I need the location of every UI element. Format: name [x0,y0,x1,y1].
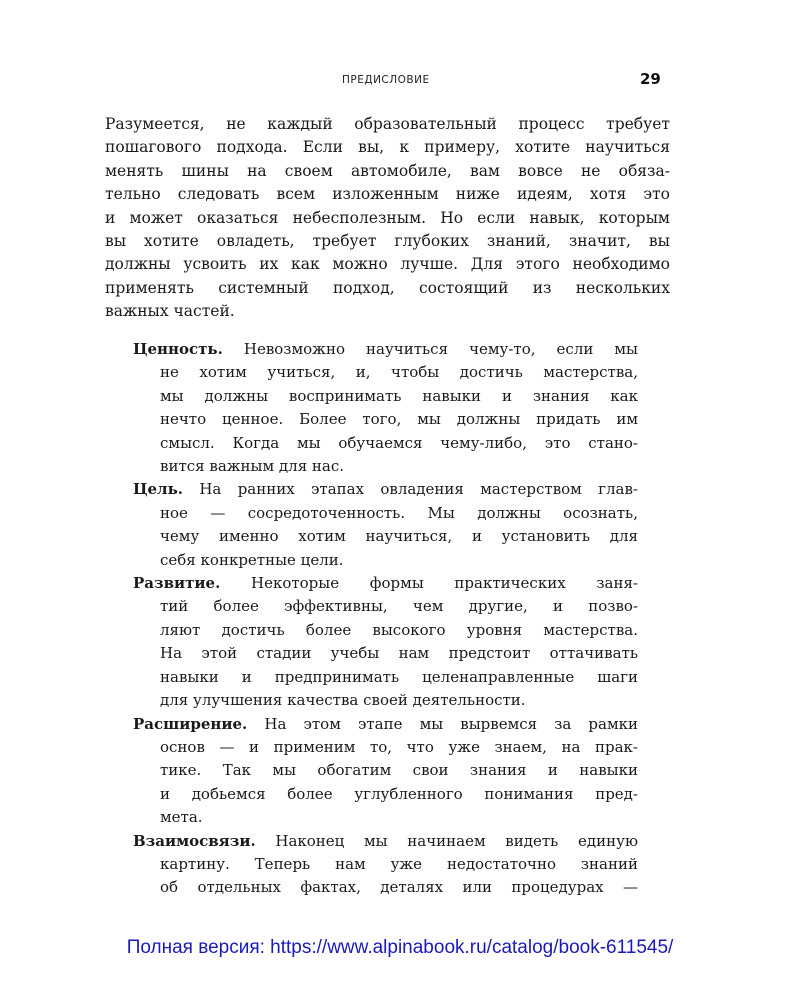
definition-line: вится важным для нас. [160,457,345,476]
definition-line: себя конкретные цели. [160,550,344,569]
definition-line: ное — сосредоточенность. Мы должны осознать, [160,503,638,522]
full-version-link[interactable]: Полная версия: https://www.alpinabook.ru/catalog/book-611545/ [126,937,674,958]
definition-text: Некоторые формы практических заня- [220,574,638,593]
definition-text: Наконец мы начинаем видеть единую [255,831,638,850]
running-head: ПРЕДИСЛОВИЕ [342,74,430,86]
definition-text: Невозможно научиться чему-то, если мы [222,340,638,358]
definition-first-line [133,830,638,853]
definition-line: тий более эффективны, чем другие, и позво- [160,597,638,616]
intro-line: пошагового подхода. Если вы, к примеру, хотите научиться [105,138,670,157]
definition-text: На этом этапе мы вырвемся за рамки [247,714,638,733]
definition-term: Цель. [133,480,184,499]
definition-line: тике. Так мы обогатим свои знания и навыки [160,761,638,780]
intro-line: должны усвоить их как можно лучше. Для этого необходимо [105,255,670,274]
definition-development [133,572,638,712]
intro-line: и может оказаться небесполезным. Но если навык, которым [105,208,670,227]
definition-text: На ранних этапах овладения мастерством глав- [183,480,638,499]
definition-goal [133,478,638,572]
definition-first-line [133,713,638,736]
intro-paragraph [105,113,670,324]
definition-value [133,338,638,478]
definition-line: и добьемся более углубленного понимания пред- [160,784,638,803]
page-number: 29 [640,70,661,88]
definition-line: нечто ценное. Более того, мы должны придать им [160,410,638,429]
definition-list [133,338,638,900]
intro-line: вы хотите овладеть, требует глубоких знаний, значит, вы [105,232,670,251]
definition-first-line [133,572,638,595]
definition-term: Развитие. [133,574,221,593]
definition-first-line [133,478,638,501]
definition-line: об отдельных фактах, деталях или процедурах — [160,878,638,897]
definition-line: для улучшения качества своей деятельности. [160,691,526,710]
intro-line: менять шины на своем автомобиле, вам вовсе не обяза- [105,161,670,180]
definition-line: мы должны воспринимать навыки и знания как [160,386,638,405]
definition-line: На этой стадии учебы нам предстоит оттачивать [160,644,638,663]
definition-line: основ — и применим то, что уже знаем, на прак- [160,737,638,756]
definition-line: картину. Теперь нам уже недостаточно знаний [160,854,638,873]
definition-term: Расширение. [133,714,248,733]
definition-line: ляют достичь более высокого уровня мастерства. [160,620,638,639]
definition-line: мета. [160,808,203,827]
definition-line: смысл. Когда мы обучаемся чему-либо, это стано- [160,433,638,452]
intro-line: применять системный подход, состоящий из нескольких [105,278,670,297]
intro-line: важных частей. [105,302,235,321]
intro-line: Разумеется, не каждый образовательный процесс требует [105,115,670,133]
definition-term: Ценность. [133,340,223,358]
definition-line: навыки и предпринимать целенаправленные шаги [160,667,638,686]
definition-first-line [133,338,638,361]
definition-line: не хотим учиться, и, чтобы достичь мастерства, [160,363,638,382]
definition-expansion [133,713,638,830]
intro-line: тельно следовать всем изложенным ниже идеям, хотя это [105,185,670,204]
definition-connections [133,830,638,900]
definition-term: Взаимосвязи. [133,831,256,850]
definition-line: чему именно хотим научиться, и установить для [160,527,638,546]
